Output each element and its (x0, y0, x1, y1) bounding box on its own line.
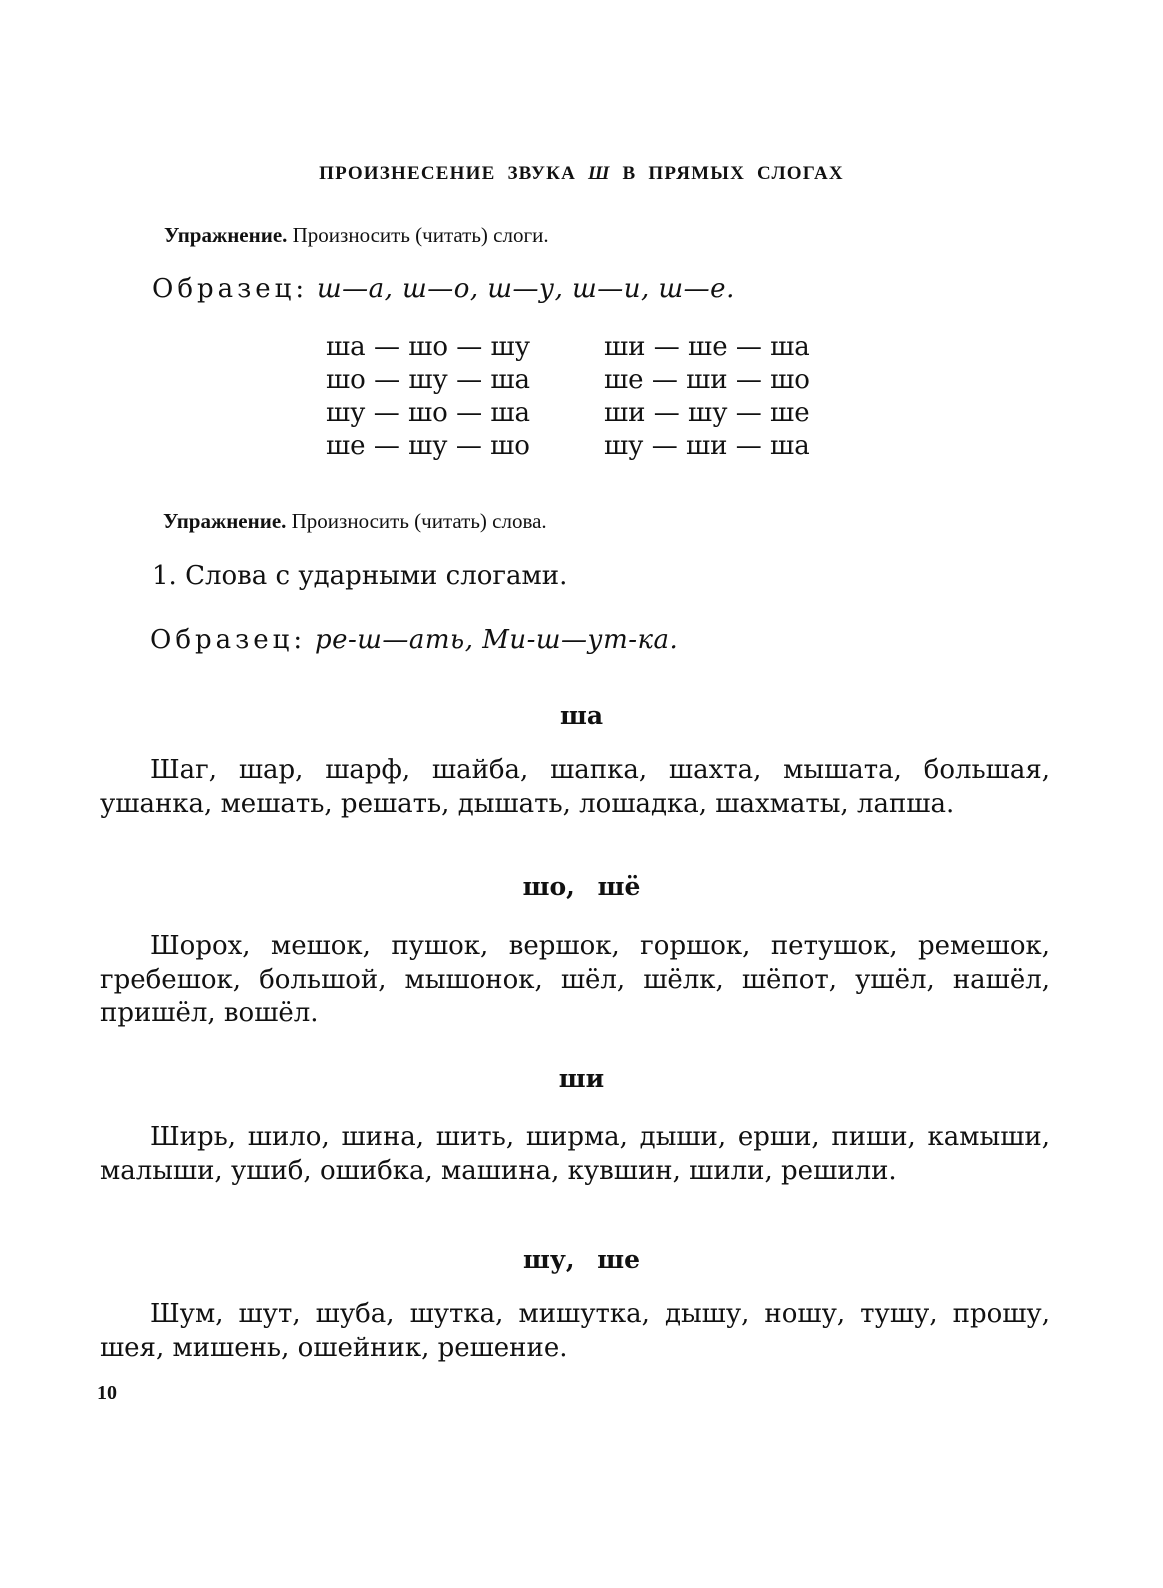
sample-label: Образец: (150, 625, 307, 655)
section-title: ша (559, 701, 604, 730)
syllable-row: ша — шо — шу (326, 332, 531, 362)
sample-words (150, 625, 678, 655)
heading-part1: ПРОИЗНЕСЕНИЕ ЗВУКА (319, 163, 577, 184)
heading-letter: Ш (588, 163, 611, 184)
syllable-row: шу — ши — ша (604, 431, 810, 461)
syllable-row: ши — шу — ше (604, 398, 810, 428)
section-paragraph: Шорох, мешок, пушок, вершок, горшок, петушок, ремешок, гребешок, большой, мышонок, шёл, шёлк, шёпот, ушёл, нашёл, пришёл, вошёл. (100, 931, 1050, 1028)
syllable-column-left (326, 331, 530, 463)
exercise-label: Упражнение. (164, 223, 288, 247)
exercise-label: Упражнение. (163, 509, 287, 533)
section-paragraph: Ширь, шило, шина, шить, ширма, дыши, ерши, пиши, камыши, малыши, ушиб, ошибка, машина, кувшин, шили, решили. (100, 1122, 1050, 1186)
heading-part2: В ПРЯМЫХ СЛОГАХ (622, 163, 844, 184)
page-heading (0, 163, 1163, 185)
section-title: ши (558, 1064, 605, 1093)
sample-syllables (152, 274, 735, 304)
exercise-text: Произносить (читать) слоги. (292, 223, 549, 247)
exercise-words (163, 509, 547, 534)
section-title: шо, шё (522, 872, 641, 901)
numbered-item: 1. Слова с ударными слогами. (152, 561, 568, 591)
syllable-row: ше — шу — шо (326, 431, 530, 461)
syllable-row: шо — шу — ша (326, 365, 531, 395)
section-title: шу, ше (522, 1245, 641, 1274)
sample-text: ре-ш—ать, Ми-ш—ут-ка. (314, 625, 679, 655)
syllable-column-right (604, 331, 810, 463)
syllable-row: ши — ше — ша (604, 332, 810, 362)
section-paragraph: Шум, шут, шуба, шутка, мишутка, дышу, ношу, тушу, прошу, шея, мишень, ошейник, решение. (100, 1299, 1050, 1363)
exercise-syllables (164, 223, 549, 248)
syllable-row: шу — шо — ша (326, 398, 531, 428)
sample-label: Образец: (152, 274, 309, 304)
exercise-text: Произносить (читать) слова. (291, 509, 547, 533)
section-paragraph: Шаг, шар, шарф, шайба, шапка, шахта, мышата, большая, ушанка, мешать, решать, дышать, лошадка, шахматы, лапша. (100, 755, 1050, 819)
sample-text: ш—а, ш—о, ш—у, ш—и, ш—е. (316, 274, 735, 304)
syllable-row: ше — ши — шо (604, 365, 810, 395)
page-number: 10 (97, 1382, 117, 1404)
